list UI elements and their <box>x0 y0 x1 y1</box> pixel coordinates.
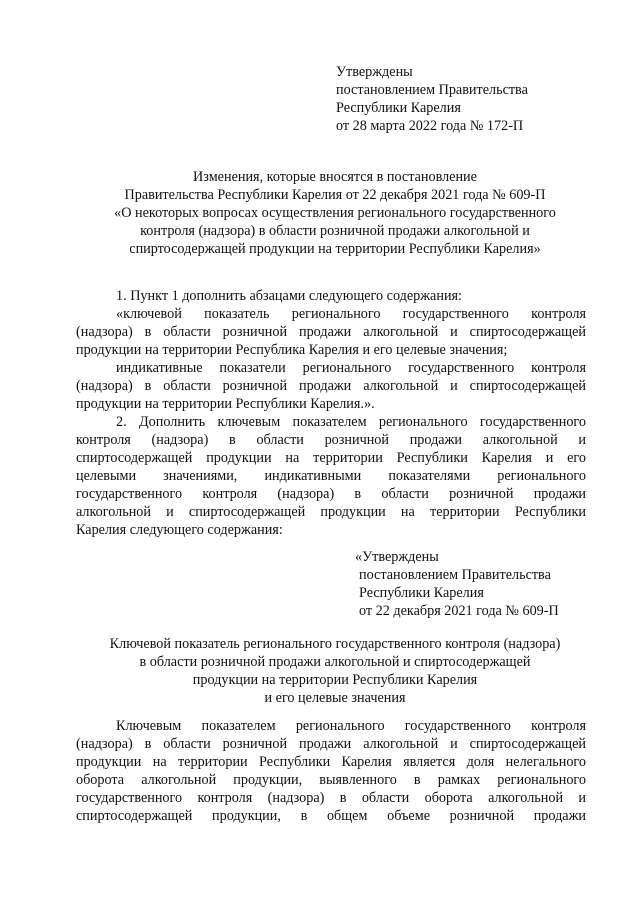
paragraph-line: (надзора) в области розничной продажи алкогольной и спиртосодержащей <box>76 378 586 394</box>
approval-line: Утверждены <box>336 64 413 80</box>
approval-line: от 28 марта 2022 года № 172-П <box>336 118 524 134</box>
title-line: «О некоторых вопросах осуществления регионального государственного <box>114 205 556 221</box>
paragraph-line: Карелия следующего содержания: <box>76 522 283 538</box>
approval-line: Республики Карелия <box>336 100 461 116</box>
paragraph-line: целевыми значениями, индикативными показателями регионального <box>76 468 586 484</box>
paragraph-line: государственного контроля (надзора) в области розничной продажи <box>76 486 586 502</box>
paragraph-line: спиртосодержащей продукции, в общем объеме розничной продажи <box>76 808 586 824</box>
approval-line: постановлением Правительства <box>336 82 528 98</box>
paragraph-line: индикативные показатели регионального государственного контроля <box>116 360 586 376</box>
paragraph-line: алкогольной и спиртосодержащей продукции на территории Республики <box>76 504 586 520</box>
subtitle-line: и его целевые значения <box>264 690 406 706</box>
paragraph-line: продукции на территории Республика Карелия и его целевые значения; <box>76 342 508 358</box>
title-line: контроля (надзора) в области розничной продажи алкогольной и <box>140 223 530 239</box>
paragraph-line: контроля (надзора) в области розничной продажи алкогольной и <box>76 432 586 448</box>
paragraph-line: продукции на территории Республики Карелия.». <box>76 396 375 412</box>
paragraph-line: продукции на территории Республики Карелия является доля нелегального <box>76 754 586 770</box>
approval-line: постановлением Правительства <box>359 567 551 583</box>
paragraph-line: оборота алкогольной продукции, выявленного в рамках регионального <box>76 772 586 788</box>
paragraph-line: государственного контроля (надзора) в области оборота алкогольной и <box>76 790 586 806</box>
approval-line: «Утверждены <box>355 549 439 565</box>
approval-line: от 22 декабря 2021 года № 609-П <box>359 603 559 619</box>
subtitle-line: в области розничной продажи алкогольной и спиртосодержащей <box>139 654 531 670</box>
paragraph-line: спиртосодержащей продукции на территории Республики Карелия и его <box>76 450 586 466</box>
paragraph-line: 1. Пункт 1 дополнить абзацами следующего содержания: <box>116 288 462 304</box>
paragraph-line: (надзора) в области розничной продажи алкогольной и спиртосодержащей <box>76 736 586 752</box>
subtitle-line: продукции на территории Республики Карелия <box>192 672 478 688</box>
paragraph-line: (надзора) в области розничной продажи алкогольной и спиртосодержащей <box>76 324 586 340</box>
title-line: спиртосодержащей продукции на территории Республики Карелия» <box>129 241 541 257</box>
paragraph-line: Ключевым показателем регионального государственного контроля <box>116 718 586 734</box>
paragraph-line: 2. Дополнить ключевым показателем регионального государственного <box>116 414 586 430</box>
paragraph-line: «ключевой показатель регионального государственного контроля <box>116 306 586 322</box>
title-line: Изменения, которые вносятся в постановление <box>193 169 477 185</box>
title-line: Правительства Республики Карелия от 22 декабря 2021 года № 609-П <box>124 187 546 203</box>
subtitle-line: Ключевой показатель регионального государственного контроля (надзора) <box>109 636 561 652</box>
approval-line: Республики Карелия <box>359 585 484 601</box>
